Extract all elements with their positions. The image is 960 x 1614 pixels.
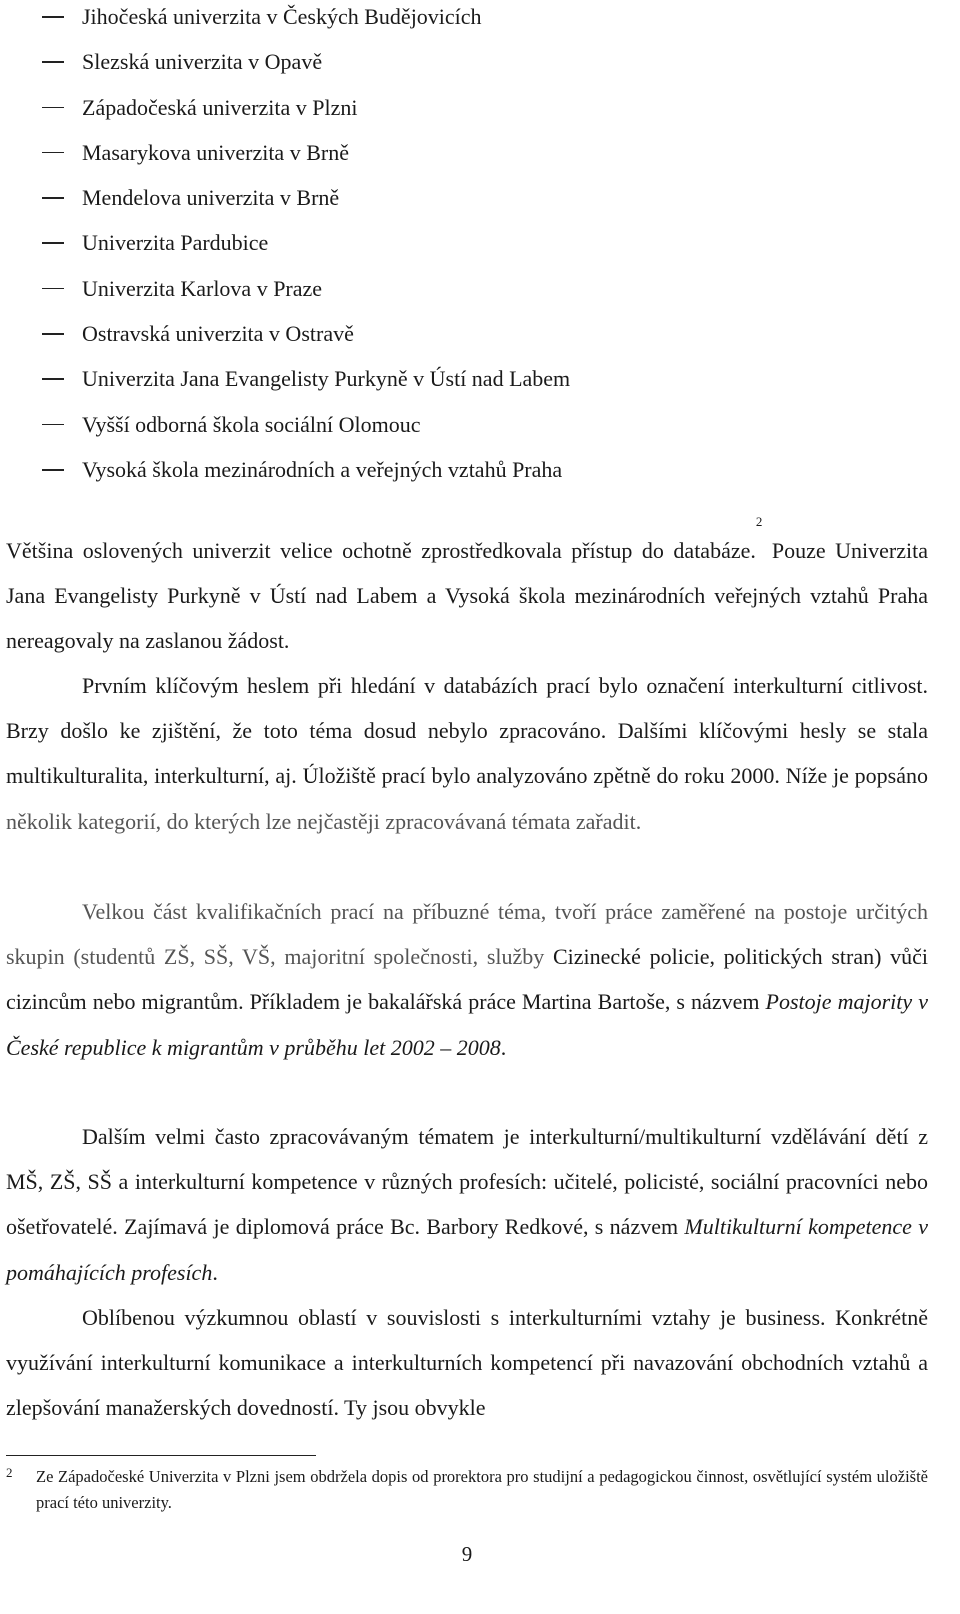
dash-bullet-icon <box>42 333 64 335</box>
list-item <box>6 274 928 319</box>
list-item <box>6 364 928 409</box>
list-item <box>6 183 928 228</box>
footnote-text: Ze Západočeské Univerzita v Plzni jsem obdržela dopis od prorektora pro studijní a pedagogickou činnost, osvětlující systém uložiště prací této univerzity. <box>36 1467 928 1512</box>
paragraph-education <box>6 1114 928 1295</box>
university-list <box>6 2 928 500</box>
list-item <box>6 47 928 92</box>
paragraph-text: . <box>212 1259 218 1285</box>
thesis-title: Multikulturní kompetence v pomáhajících profesích <box>6 1214 928 1285</box>
list-item-text: Ostravská univerzita v Ostravě <box>82 321 354 347</box>
dash-bullet-icon <box>42 197 64 199</box>
list-item <box>6 138 928 183</box>
paragraph-text: Velkou část kvalifikačních prací na příbuzné téma, tvoří práce zaměřené na postoje určitých skupin (studentů ZŠ, SŠ, VŠ, majoritní společnosti, služby <box>6 899 928 970</box>
paragraph-text: Oblíbenou výzkumnou oblastí v souvislosti s interkulturními vztahy je business. Konkrétně využívání interkulturní komunikace a interkulturních kompetencí při navazování obchodních vztahů a zlepšování manažerských dovedností. Ty jsou obvykle <box>6 1305 928 1421</box>
list-item-text: Vyšší odborná škola sociální Olomouc <box>82 411 421 437</box>
footnote <box>6 1464 928 1516</box>
list-item-text: Vysoká škola mezinárodních a veřejných vztahů Praha <box>82 456 563 482</box>
paragraph-text: několik kategorií, do kterých lze nejčastěji zpracovávaná témata zařadit. <box>6 808 642 834</box>
list-item-text: Jihočeská univerzita v Českých Budějovicích <box>82 4 482 29</box>
dash-bullet-icon <box>42 16 64 18</box>
list-item-text: Univerzita Karlova v Praze <box>82 275 323 301</box>
paragraph-text: Většina oslovených univerzit velice ochotně zprostředkovala přístup do databáze. <box>6 538 756 563</box>
dash-bullet-icon <box>42 152 64 154</box>
list-item-text: Slezská univerzita v Opavě <box>82 49 323 75</box>
dash-bullet-icon <box>42 242 64 244</box>
paragraph-text: . <box>500 1034 507 1060</box>
paragraph-text: Dalším velmi často zpracovávaným tématem je interkulturní/multikulturní vzdělávání dětí z MŠ, ZŠ, SŠ a interkulturní kompetence v různých profesích: učitelé, policisté, sociální pracovníci nebo ošetřovatelé. Zajímavá je diplomová práce Bc. Barbory Redkové, s názvem <box>6 1124 928 1240</box>
dash-bullet-icon <box>42 469 64 471</box>
page-number: 9 <box>461 1542 473 1566</box>
list-item-text: Univerzita Jana Evangelisty Purkyně v Ústí nad Labem <box>82 366 571 392</box>
list-item-text: Univerzita Pardubice <box>82 230 269 256</box>
paragraph-text: Prvním klíčovým heslem při hledání v databázích prací bylo označení interkulturní citlivost. Brzy došlo ke zjištění, že toto téma dosud nebylo zpracováno. Dalšími klíčovými hesly se stala multikulturalita, interkulturní, aj. Úložiště prací bylo analyzováno zpětně do roku 2000. Níže je popsáno <box>6 673 928 789</box>
list-item <box>6 228 928 273</box>
dash-bullet-icon <box>42 107 64 109</box>
paragraph-text: Cizinecké policie, politických stran) vůči cizincům nebo migrantům. Příkladem je bakalářská práce Martina Bartoše, s názvem <box>6 944 928 1015</box>
list-item-text: Mendelova univerzita v Brně <box>82 185 340 211</box>
dash-bullet-icon <box>42 61 64 63</box>
list-item-text: Západočeská univerzita v Plzni <box>82 94 358 120</box>
list-item <box>6 2 928 47</box>
dash-bullet-icon <box>42 288 64 290</box>
list-item <box>6 319 928 364</box>
list-item <box>6 455 928 500</box>
list-item-text: Masarykova univerzita v Brně <box>82 139 349 165</box>
footnote-reference[interactable]: 2 <box>755 514 763 529</box>
thesis-title: Postoje majority v České republice k migrantům v průběhu let 2002 – 2008 <box>6 989 928 1060</box>
paragraph-business <box>6 1295 928 1431</box>
footnote-separator <box>6 1455 316 1456</box>
paragraph-databases <box>6 514 928 664</box>
paragraph-keywords <box>6 663 928 844</box>
paragraph-attitudes <box>6 889 928 1070</box>
list-item <box>6 410 928 455</box>
dash-bullet-icon <box>42 378 64 380</box>
paragraph-text: Pouze Univerzita Jana Evangelisty Purkyně v Ústí nad Labem a Vysoká škola mezinárodních veřejných vztahů Praha nereagovaly na zaslanou žádost. <box>6 538 928 654</box>
footnote-number: 2 <box>6 1465 13 1480</box>
dash-bullet-icon <box>42 424 64 426</box>
list-item <box>6 93 928 138</box>
